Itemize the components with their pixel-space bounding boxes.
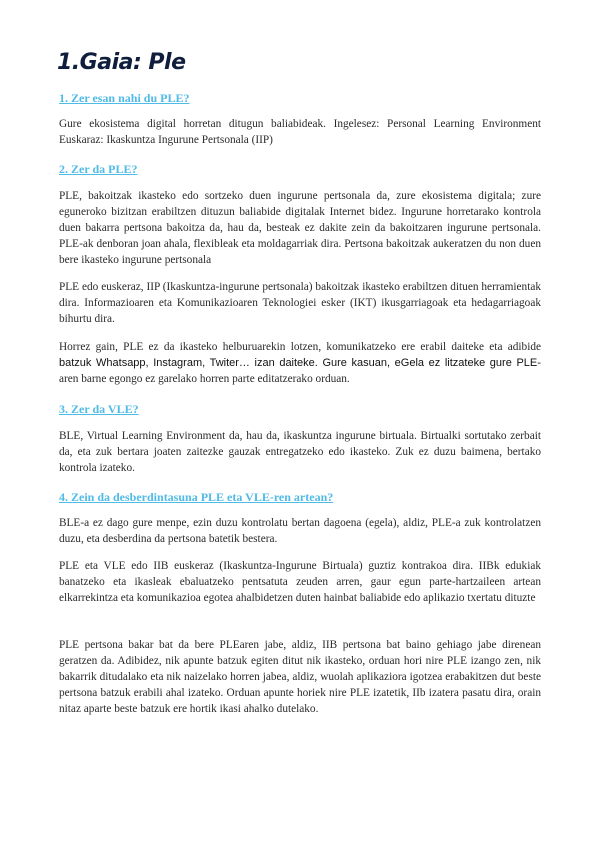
- paragraph-2-1: PLE, bakoitzak ikasteko edo sortzeko duen ingurune pertsonala da, zure ekosistema digitala; zure eguneroko bizitzan erabiltzen dituzun baliabide digitalak Internet bidez. Ingurune horretarako kontrola duen bakarra pertsona bakoitza da, hau da, besteak ez dakite zein da bakoitzaren ingurune pertsonala. PLE-ak denboran joan ahala, flexibleak eta moldagarriak dira. Pertsona bakoitzak aukeratzen du non duen bere ikasteko ingurune pertsonala: [59, 190, 541, 266]
- paragraph-2-3-part-a: Horrez gain, PLE ez da ikasteko helburuarekin lotzen, komunikatzeko ere erabil daiteke eta adibide: [59, 341, 541, 353]
- heading-3: 3. Zer da VLE?: [59, 402, 139, 416]
- paragraph-4-1: BLE-a ez dago gure menpe, ezin duzu kontrolatu bertan dagoena (egela), aldiz, PLE-a zuk kontrolatzen duzu, eta desberdina da pertsona batetik bestera.: [59, 517, 541, 545]
- paragraph-2-3: [59, 340, 541, 388]
- heading-4: 4. Zein da desberdintasuna PLE eta VLE-ren artean?: [59, 490, 334, 504]
- heading-2: 2. Zer da PLE?: [59, 162, 138, 176]
- paragraph-2-3-part-b: batzuk Whatsapp, Instagram, Twiter… izan daiteke. Gure kasuan, eGela ez litzateke gure PLE: [59, 356, 538, 369]
- paragraph-2-3-part-c: -aren barne egongo ez garelako horren parte editatzerako orduan.: [59, 356, 541, 385]
- heading-1: 1. Zer esan nahi du PLE?: [59, 91, 190, 105]
- paragraph-2-2: PLE edo euskeraz, IIP (Ikaskuntza-ingurune pertsonala) bakoitzak ikasteko erabiltzen dituen herramientak dira. Informazioaren eta Komunikazioaren Teknologiei esker (IKT) ikusgarriagoak eta hedagarriagoak bihurtu dira.: [59, 281, 541, 325]
- paragraph-4-3: PLE pertsona bakar bat da bere PLEaren jabe, aldiz, IIB pertsona bat baino gehiago jabe direnean geratzen da. Adibidez, nik apunte batzuk egiten ditut nik ikasteko, orduan hori nire PLE izango zen, nik bakarrik ditudalako eta nik naizelako horren jabea, aldiz, wuolah aplikaziora igotzea erabakitzen dut beste pertsona batzuk erabili ahal izateko. Orduan apunte horiek nire PLE izatetik, IIb izatera pasatu dira, orain nitaz aparte beste batzuk ere hortik ikasi ahalko dutelako.: [59, 639, 541, 715]
- paragraph-4-2: PLE eta VLE edo IIB euskeraz (Ikaskuntza-Ingurune Birtuala) guztiz kontrakoa dira. IIBk edukiak banatzeko eta ikasleak ebaluatzeko pentsatuta zeuden arren, gaur egun parte-hartzaileen artean elkarrekintza eta komunikazioa egotea ahalbidetzen duten hainbat baliabide edo aplikazio txertatu dituzte: [59, 560, 541, 604]
- paragraph-3-1: BLE, Virtual Learning Environment da, hau da, ikaskuntza ingurune birtuala. Birtualki sortutako zerbait da, eta zuk bertara joaten zaitezke gauzak entregatzeko edo ikasteko. Zuk ez duzu baimena, bertako kontrola izateko.: [59, 430, 541, 474]
- page-title: 1.Gaia: Ple: [57, 50, 186, 75]
- paragraph-1-1: Gure ekosistema digital horretan ditugun baliabideak. Ingelesez: Personal Learning Environment Euskaraz: Ikaskuntza Ingurune Pertsonala (IIP): [59, 118, 541, 146]
